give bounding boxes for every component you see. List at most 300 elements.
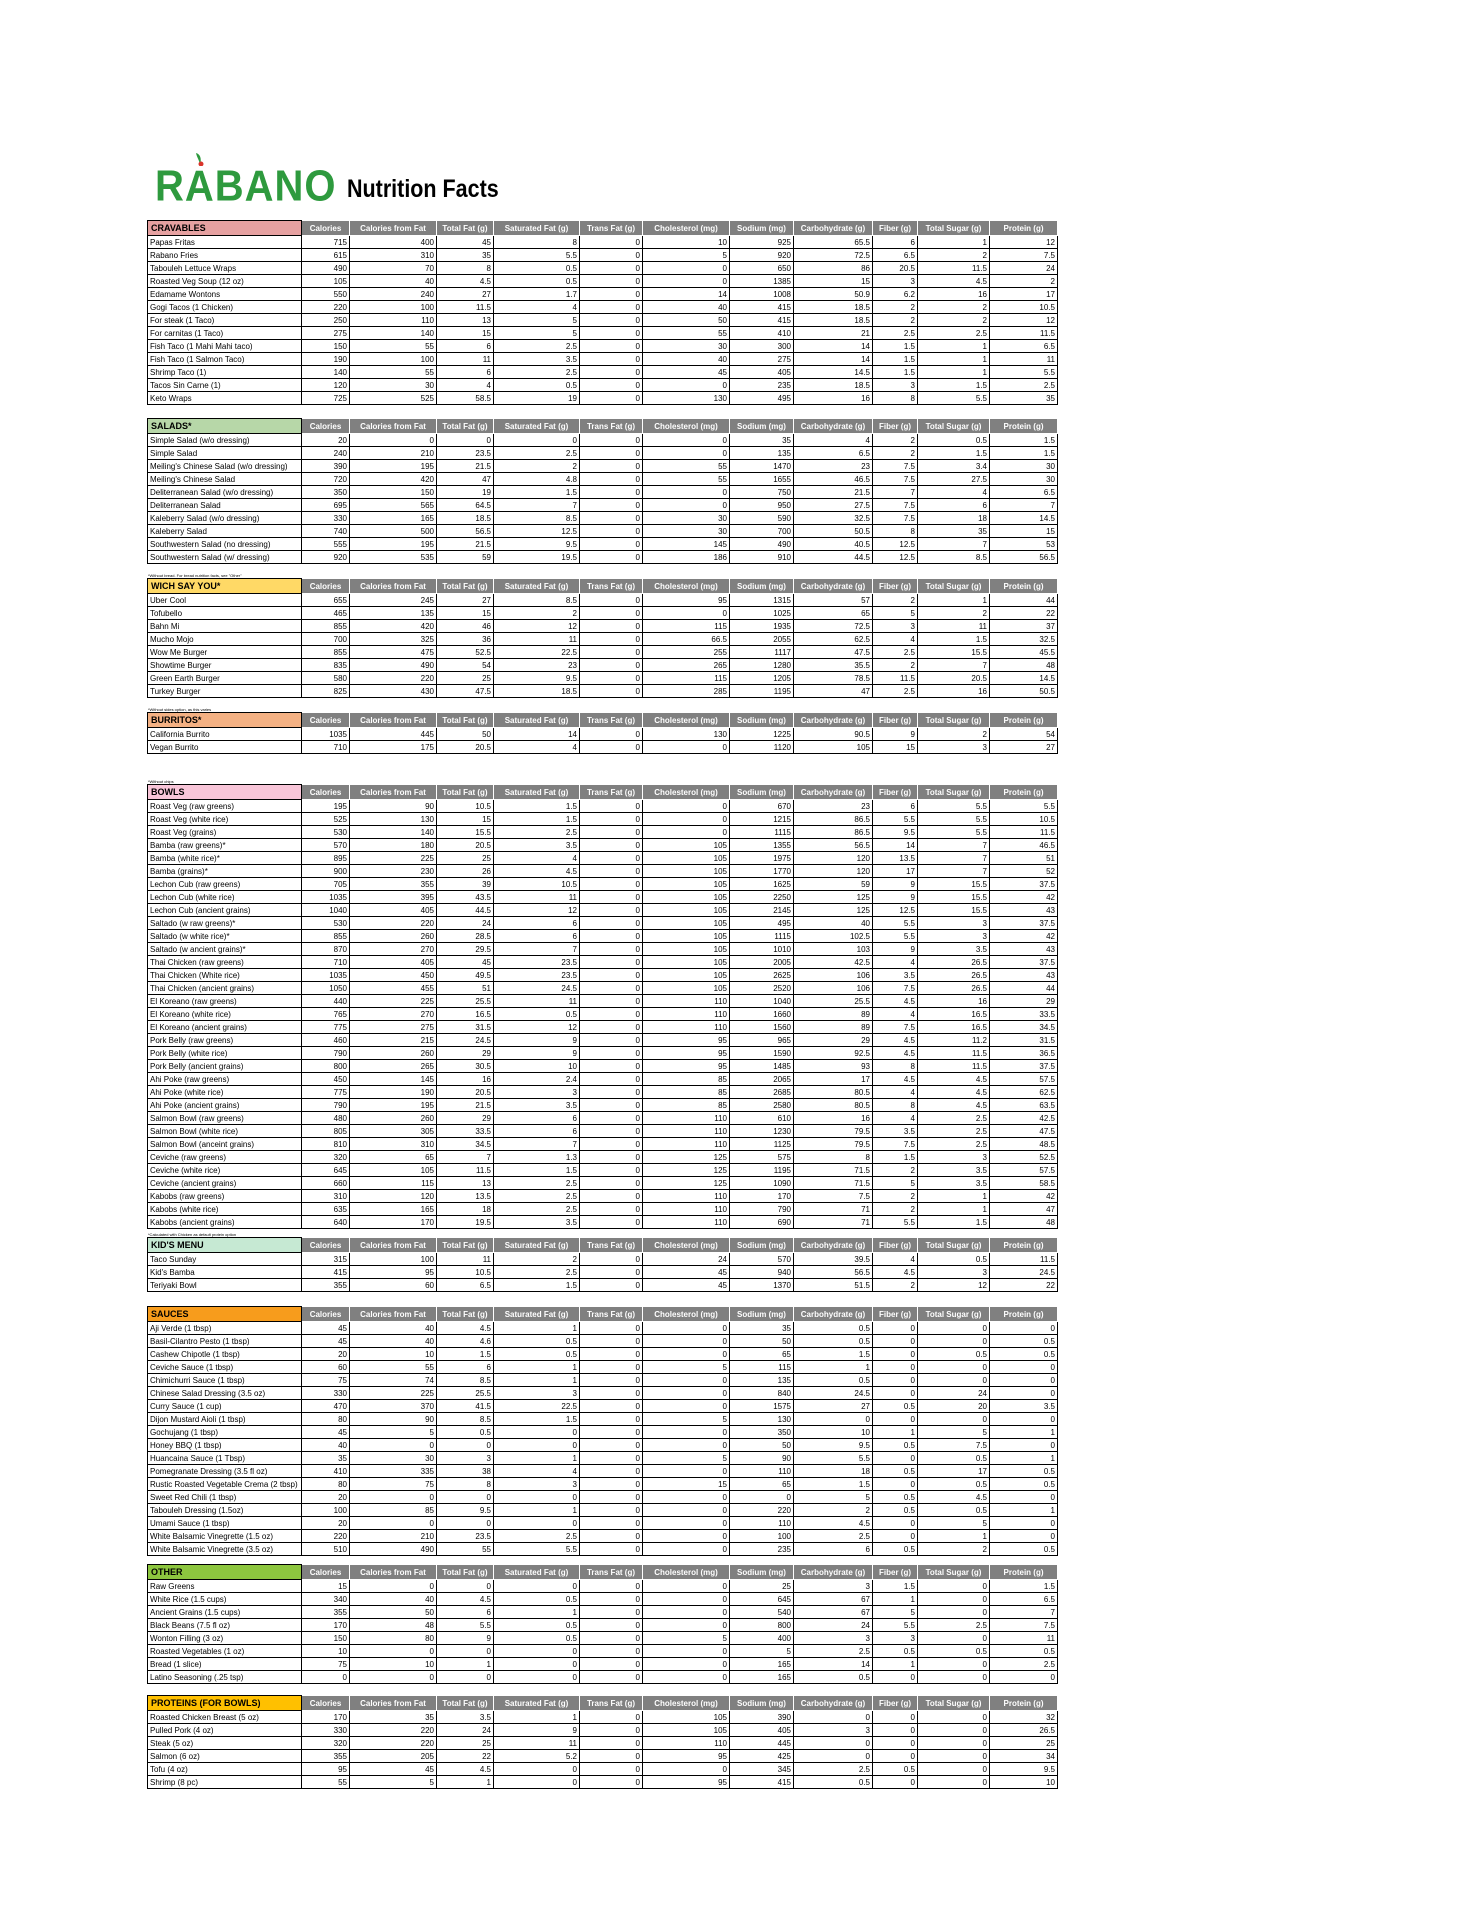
nutrient-value: 0: [580, 538, 643, 551]
nutrient-value: 43: [990, 943, 1058, 956]
column-header: Total Fat (g): [437, 419, 494, 434]
nutrient-value: 3.5: [918, 1177, 990, 1190]
nutrient-value: 44.5: [437, 904, 494, 917]
nutrient-value: 56.5: [437, 525, 494, 538]
nutrient-value: 0: [873, 1776, 918, 1789]
nutrient-value: 5: [873, 1177, 918, 1190]
nutrient-value: 0: [643, 1387, 730, 1400]
nutrient-value: 1975: [730, 852, 794, 865]
nutrient-value: 0: [643, 1619, 730, 1632]
nutrient-value: 105: [643, 904, 730, 917]
nutrient-value: 6.5: [990, 486, 1058, 499]
nutrient-value: 1: [494, 1374, 580, 1387]
nutrient-value: 0: [643, 1763, 730, 1776]
item-name: Southwestern Salad (no dressing): [148, 538, 302, 551]
nutrient-value: 29: [794, 1034, 873, 1047]
column-header: Protein (g): [990, 1238, 1058, 1253]
column-header: Protein (g): [990, 579, 1058, 594]
nutrient-value: 0: [873, 1361, 918, 1374]
nutrient-value: 220: [350, 672, 437, 685]
table-row: [148, 1763, 1058, 1776]
table-row: [148, 1073, 1058, 1086]
nutrient-value: 16: [794, 1112, 873, 1125]
nutrient-value: 106: [794, 969, 873, 982]
item-name: Kid's Bamba: [148, 1266, 302, 1279]
nutrient-value: 56.5: [794, 839, 873, 852]
item-name: Ahi Poke (raw greens): [148, 1073, 302, 1086]
nutrient-value: 710: [302, 741, 350, 754]
nutrient-value: 1370: [730, 1279, 794, 1292]
nutrient-value: 2: [494, 460, 580, 473]
column-header: Carbohydrate (g): [794, 1238, 873, 1253]
nutrient-value: 275: [302, 327, 350, 340]
nutrient-value: 405: [730, 366, 794, 379]
nutrient-value: 5: [494, 327, 580, 340]
nutrient-value: 0: [580, 262, 643, 275]
nutrient-value: 0: [918, 1580, 990, 1593]
nutrient-value: 58.5: [990, 1177, 1058, 1190]
nutrient-value: 105: [643, 1711, 730, 1724]
nutrient-value: 42: [990, 930, 1058, 943]
nutrient-value: 30: [990, 460, 1058, 473]
nutrient-value: 0: [643, 1400, 730, 1413]
nutrient-value: 115: [350, 1177, 437, 1190]
nutrient-value: 245: [350, 594, 437, 607]
nutrient-value: 0: [494, 1580, 580, 1593]
nutrient-value: 0: [580, 685, 643, 698]
nutrient-value: 1215: [730, 813, 794, 826]
nutrient-value: 105: [643, 878, 730, 891]
nutrient-value: 43: [990, 969, 1058, 982]
column-header: Saturated Fat (g): [494, 1307, 580, 1322]
nutrient-value: 17: [918, 1465, 990, 1478]
nutrient-value: 6: [873, 800, 918, 813]
nutrient-value: 715: [302, 236, 350, 249]
nutrient-value: 26.5: [990, 1724, 1058, 1737]
nutrient-value: 71: [794, 1216, 873, 1229]
item-name: Rustic Roasted Vegetable Crema (2 tbsp): [148, 1478, 302, 1491]
nutrient-value: 6.5: [990, 1593, 1058, 1606]
header-row: [148, 419, 1058, 434]
column-header: Total Sugar (g): [918, 579, 990, 594]
nutrient-value: 0: [580, 1658, 643, 1671]
nutrient-value: 56.5: [990, 551, 1058, 564]
nutrient-value: 10.5: [990, 301, 1058, 314]
table-row: [148, 904, 1058, 917]
nutrient-value: 0: [918, 1593, 990, 1606]
nutrient-value: 195: [350, 460, 437, 473]
nutrient-value: 230: [350, 865, 437, 878]
nutrient-value: 74: [350, 1374, 437, 1387]
nutrient-value: 225: [350, 1387, 437, 1400]
nutrient-value: 15.5: [918, 878, 990, 891]
nutrient-value: 51: [990, 852, 1058, 865]
column-header: Calories from Fat: [350, 579, 437, 594]
nutrient-value: 0: [580, 353, 643, 366]
item-name: Tabouleh Lettuce Wraps: [148, 262, 302, 275]
nutrient-value: 85: [350, 1504, 437, 1517]
item-name: Bahn Mi: [148, 620, 302, 633]
nutrient-value: 25: [990, 1737, 1058, 1750]
nutrient-value: 0: [580, 1452, 643, 1465]
nutrient-value: 4: [873, 1253, 918, 1266]
nutrient-value: 0: [643, 486, 730, 499]
table-row: [148, 447, 1058, 460]
nutrient-value: 0: [580, 633, 643, 646]
table-row: [148, 1047, 1058, 1060]
nutrient-value: 1050: [302, 982, 350, 995]
nutrient-value: 95: [643, 1034, 730, 1047]
nutrient-value: 24: [643, 1253, 730, 1266]
nutrient-value: 11.5: [873, 672, 918, 685]
nutrient-value: 2.4: [494, 1073, 580, 1086]
table-row: [148, 1413, 1058, 1426]
column-header: Total Fat (g): [437, 1307, 494, 1322]
nutrient-value: 3: [873, 379, 918, 392]
nutrient-value: 390: [730, 1711, 794, 1724]
nutrient-value: 4.5: [918, 1073, 990, 1086]
column-header: Total Fat (g): [437, 1565, 494, 1580]
nutrient-value: 47: [437, 473, 494, 486]
nutrient-value: 530: [302, 826, 350, 839]
nutrient-value: 66.5: [643, 633, 730, 646]
nutrient-value: 102.5: [794, 930, 873, 943]
nutrient-value: 26.5: [918, 956, 990, 969]
nutrient-value: 0.5: [437, 1426, 494, 1439]
nutrient-value: 0: [643, 741, 730, 754]
item-name: Fish Taco (1 Mahi Mahi taco): [148, 340, 302, 353]
nutrient-value: 415: [730, 301, 794, 314]
nutrient-value: 6: [494, 917, 580, 930]
nutrient-value: 0: [643, 1504, 730, 1517]
nutrient-value: 65.5: [794, 236, 873, 249]
nutrient-value: 20: [918, 1400, 990, 1413]
nutrient-value: 0: [643, 434, 730, 447]
nutrient-value: 8: [437, 1478, 494, 1491]
nutrient-value: 51.5: [794, 1279, 873, 1292]
nutrient-value: 6: [494, 930, 580, 943]
nutrient-value: 3: [494, 1387, 580, 1400]
nutrient-value: 95: [643, 1060, 730, 1073]
nutrient-value: 79.5: [794, 1138, 873, 1151]
nutrient-value: 12: [494, 620, 580, 633]
column-header: Carbohydrate (g): [794, 785, 873, 800]
nutrient-value: 3.5: [494, 839, 580, 852]
nutrient-value: 80: [302, 1413, 350, 1426]
nutrient-value: 0: [643, 1426, 730, 1439]
nutrient-value: 9: [873, 878, 918, 891]
nutrient-value: 2: [873, 659, 918, 672]
item-name: Tabouleh Dressing (1.5oz): [148, 1504, 302, 1517]
nutrient-value: 1625: [730, 878, 794, 891]
nutrient-value: 805: [302, 1125, 350, 1138]
nutrient-value: 0: [580, 1517, 643, 1530]
nutrient-value: 6: [437, 340, 494, 353]
nutrient-value: 265: [350, 1060, 437, 1073]
nutrient-value: 0.5: [494, 275, 580, 288]
nutrient-value: 370: [350, 1400, 437, 1413]
nutrient-value: 85: [643, 1099, 730, 1112]
item-name: Vegan Burrito: [148, 741, 302, 754]
nutrient-value: 525: [302, 813, 350, 826]
nutrient-value: 9: [494, 1034, 580, 1047]
section-title: KID'S MENU: [148, 1238, 302, 1253]
nutrient-value: 93: [794, 1060, 873, 1073]
table-row: [148, 1776, 1058, 1789]
nutrient-value: 0.5: [918, 1478, 990, 1491]
nutrient-value: 1: [990, 1452, 1058, 1465]
item-name: Pork Belly (white rice): [148, 1047, 302, 1060]
nutrient-value: 105: [643, 1724, 730, 1737]
nutrient-value: 0.5: [494, 1619, 580, 1632]
nutrient-value: 105: [643, 839, 730, 852]
nutrient-value: 11.5: [990, 826, 1058, 839]
nutrient-value: 32: [990, 1711, 1058, 1724]
nutrient-value: 135: [730, 447, 794, 460]
nutrient-value: 1: [990, 1426, 1058, 1439]
nutrient-value: 0: [918, 1658, 990, 1671]
column-header: Total Fat (g): [437, 785, 494, 800]
nutrient-value: 0: [580, 1021, 643, 1034]
nutrient-value: 0: [580, 995, 643, 1008]
item-name: Tofu (4 oz): [148, 1763, 302, 1776]
nutrient-value: 1.7: [494, 288, 580, 301]
nutrient-value: 25.5: [437, 995, 494, 1008]
nutrient-value: 40: [794, 917, 873, 930]
nutrient-value: 125: [643, 1164, 730, 1177]
nutrient-value: 0: [873, 1413, 918, 1426]
nutrient-value: 0: [643, 1543, 730, 1556]
column-header: Fiber (g): [873, 713, 918, 728]
nutrient-value: 0.5: [494, 262, 580, 275]
nutrient-value: 15.5: [918, 904, 990, 917]
column-header: Carbohydrate (g): [794, 1307, 873, 1322]
nutrient-value: 0: [643, 1348, 730, 1361]
nutrient-value: 55: [643, 327, 730, 340]
nutrient-value: 0: [873, 1530, 918, 1543]
nutrient-value: 3: [873, 1632, 918, 1645]
nutrient-value: 62.5: [990, 1086, 1058, 1099]
column-header: Carbohydrate (g): [794, 221, 873, 236]
brand-name: RABANO: [155, 161, 337, 211]
column-header: Saturated Fat (g): [494, 1238, 580, 1253]
nutrient-value: 105: [643, 969, 730, 982]
nutrient-value: 32.5: [794, 512, 873, 525]
nutrient-value: 950: [730, 499, 794, 512]
nutrient-value: 580: [302, 672, 350, 685]
nutrient-value: 24: [437, 1724, 494, 1737]
nutrient-value: 10.5: [437, 800, 494, 813]
nutrient-value: 20.5: [437, 839, 494, 852]
nutrient-value: 24.5: [494, 982, 580, 995]
item-name: Basil-Cilantro Pesto (1 tbsp): [148, 1335, 302, 1348]
item-name: Southwestern Salad (w/ dressing): [148, 551, 302, 564]
nutrient-value: 1: [918, 1203, 990, 1216]
item-name: Fish Taco (1 Salmon Taco): [148, 353, 302, 366]
item-name: Roast Veg (raw greens): [148, 800, 302, 813]
nutrient-value: 835: [302, 659, 350, 672]
nutrient-value: 23: [494, 659, 580, 672]
nutrient-value: 450: [350, 969, 437, 982]
nutrient-value: 14: [494, 728, 580, 741]
nutrient-value: 0: [580, 366, 643, 379]
nutrient-value: 16: [918, 288, 990, 301]
nutrient-value: 225: [350, 995, 437, 1008]
nutrient-value: 670: [730, 800, 794, 813]
nutrient-value: 5.5: [794, 1452, 873, 1465]
table-row: [148, 499, 1058, 512]
nutrient-value: 92.5: [794, 1047, 873, 1060]
nutrient-value: 0: [794, 1711, 873, 1724]
nutrient-value: 0: [730, 1491, 794, 1504]
nutrient-value: 500: [350, 525, 437, 538]
nutrient-value: 34.5: [437, 1138, 494, 1151]
nutrient-value: 24.5: [990, 1266, 1058, 1279]
nutrient-value: 415: [730, 1776, 794, 1789]
nutrient-value: 165: [730, 1671, 794, 1684]
nutrient-value: 20.5: [918, 672, 990, 685]
nutrient-value: 220: [730, 1504, 794, 1517]
nutrient-value: 2: [873, 314, 918, 327]
nutrient-value: 315: [302, 1253, 350, 1266]
nutrient-value: 15: [990, 525, 1058, 538]
nutrient-value: 36: [437, 633, 494, 646]
column-header: Calories from Fat: [350, 221, 437, 236]
nutrient-value: 5: [873, 607, 918, 620]
nutrient-value: 3.5: [990, 1400, 1058, 1413]
nutrient-value: 0: [580, 1737, 643, 1750]
column-header: Carbohydrate (g): [794, 1696, 873, 1711]
nutrient-value: 46.5: [990, 839, 1058, 852]
table-row: [148, 1151, 1058, 1164]
nutrient-value: 6.5: [873, 249, 918, 262]
nutrient-value: 0: [580, 1413, 643, 1426]
nutrient-value: 790: [302, 1099, 350, 1112]
nutrient-value: 0: [990, 1374, 1058, 1387]
nutrient-value: 810: [302, 1138, 350, 1151]
nutrient-value: 2.5: [794, 1530, 873, 1543]
nutrient-value: 0: [580, 1491, 643, 1504]
nutrient-value: 0.5: [494, 1632, 580, 1645]
nutrition-table: [147, 1306, 1058, 1556]
nutrient-value: 2.5: [918, 1112, 990, 1125]
nutrient-value: 0.5: [990, 1645, 1058, 1658]
nutrient-value: 1.5: [494, 1413, 580, 1426]
nutrient-value: 21: [794, 327, 873, 340]
table-row: [148, 1580, 1058, 1593]
nutrient-value: 0: [580, 646, 643, 659]
nutrient-value: 105: [350, 1164, 437, 1177]
column-header: Protein (g): [990, 1696, 1058, 1711]
nutrient-value: 2.5: [794, 1763, 873, 1776]
column-header: Saturated Fat (g): [494, 419, 580, 434]
nutrient-value: 2625: [730, 969, 794, 982]
nutrient-value: 0: [918, 1632, 990, 1645]
nutrient-value: 19.5: [437, 1216, 494, 1229]
table-row: [148, 1099, 1058, 1112]
nutrient-value: 410: [302, 1465, 350, 1478]
nutrient-value: 16: [794, 392, 873, 405]
nutrient-value: 115: [643, 620, 730, 633]
nutrient-value: 0: [580, 434, 643, 447]
nutrient-value: 355: [302, 1606, 350, 1619]
nutrient-value: 0: [643, 1517, 730, 1530]
column-header: Saturated Fat (g): [494, 713, 580, 728]
nutrient-value: 0: [873, 1671, 918, 1684]
nutrient-value: 700: [730, 525, 794, 538]
column-header: Protein (g): [990, 1565, 1058, 1580]
column-header: Calories from Fat: [350, 1696, 437, 1711]
nutrient-value: 1.5: [494, 800, 580, 813]
nutrient-value: 18: [794, 1465, 873, 1478]
nutrient-value: 1470: [730, 460, 794, 473]
nutrient-value: 790: [302, 1047, 350, 1060]
nutrient-value: 7: [918, 852, 990, 865]
nutrient-value: 2580: [730, 1099, 794, 1112]
nutrient-value: 300: [730, 340, 794, 353]
column-header: Fiber (g): [873, 785, 918, 800]
nutrient-value: 20.5: [873, 262, 918, 275]
table-row: [148, 620, 1058, 633]
nutrient-value: 0: [580, 1099, 643, 1112]
table-row: [148, 1645, 1058, 1658]
nutrient-value: 2: [990, 275, 1058, 288]
nutrient-value: 2.5: [494, 447, 580, 460]
nutrient-value: 4: [437, 379, 494, 392]
nutrient-value: 11.5: [918, 1060, 990, 1073]
nutrient-value: 260: [350, 1112, 437, 1125]
nutrient-value: 8: [873, 525, 918, 538]
table-row: [148, 1190, 1058, 1203]
nutrient-value: 0: [580, 340, 643, 353]
column-header: Calories from Fat: [350, 419, 437, 434]
table-row: [148, 1021, 1058, 1034]
nutrient-value: 1025: [730, 607, 794, 620]
nutrient-value: 48: [990, 659, 1058, 672]
nutrient-value: 55: [350, 1361, 437, 1374]
nutrient-value: 330: [302, 512, 350, 525]
nutrient-value: 20.5: [437, 741, 494, 754]
nutrient-value: 0: [990, 1439, 1058, 1452]
nutrient-value: 0: [643, 499, 730, 512]
nutrient-value: 225: [350, 852, 437, 865]
nutrient-value: 130: [643, 392, 730, 405]
nutrient-value: 21.5: [437, 1099, 494, 1112]
nutrient-value: 0: [580, 447, 643, 460]
nutrient-value: 0: [494, 1645, 580, 1658]
nutrient-value: 15: [437, 327, 494, 340]
nutrient-value: 16: [437, 1073, 494, 1086]
table-row: [148, 728, 1058, 741]
nutrient-value: 50.9: [794, 288, 873, 301]
table-row: [148, 249, 1058, 262]
nutrient-value: 490: [350, 659, 437, 672]
nutrient-value: 1.5: [918, 1216, 990, 1229]
nutrient-value: 0: [873, 1452, 918, 1465]
nutrient-value: 47: [990, 1203, 1058, 1216]
nutrient-value: 51: [437, 982, 494, 995]
nutrient-value: 79.5: [794, 1125, 873, 1138]
nutrient-value: 400: [350, 236, 437, 249]
nutrient-value: 30: [643, 512, 730, 525]
nutrient-value: 555: [302, 538, 350, 551]
nutrient-value: 11: [437, 1253, 494, 1266]
nutrient-value: 170: [730, 1190, 794, 1203]
nutrient-value: 25: [730, 1580, 794, 1593]
nutrient-value: 0.5: [494, 1593, 580, 1606]
page-title: Nutrition Facts: [346, 175, 499, 203]
nutrient-value: 1115: [730, 826, 794, 839]
